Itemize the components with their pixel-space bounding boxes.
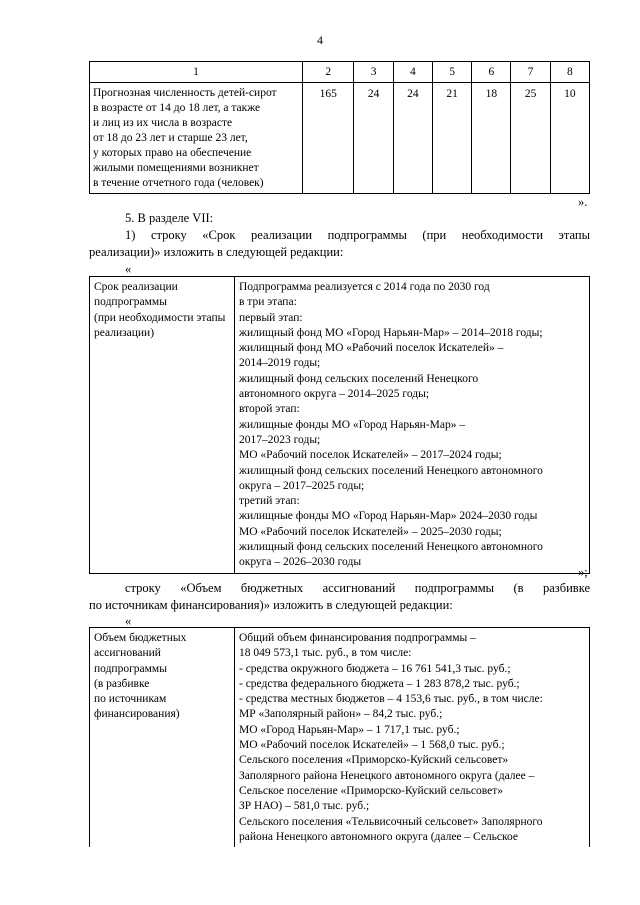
- table-row: [90, 277, 590, 574]
- label-line: жилыми помещениями возникнет: [93, 162, 259, 174]
- content-line: района Ненецкого автономного округа (далее – Сельское: [239, 830, 519, 843]
- label-line: в течение отчетного года (человек): [93, 177, 264, 189]
- content-line: 2017–2023 годы;: [239, 433, 321, 446]
- content-line: МО «Рабочий поселок Искателей» – 2017–2024 годы;: [239, 449, 502, 462]
- closing-quote: ».: [578, 195, 588, 209]
- value-cell: 24: [354, 83, 393, 194]
- row-label: [90, 277, 235, 574]
- content-line: Подпрограмма реализуется с 2014 года по 2030 год: [239, 281, 490, 293]
- value-cell: 10: [550, 83, 589, 194]
- label-line: Объем бюджетных: [94, 632, 187, 644]
- value-cell: 165: [303, 83, 354, 194]
- content-line: Заполярного района Ненецкого автономного округа (далее –: [239, 769, 535, 782]
- label-line: и лиц из их числа в возрасте: [93, 117, 233, 129]
- row-label: [90, 628, 235, 848]
- content-line: округа – 2017–2025 годы;: [239, 479, 365, 492]
- forecast-table: [89, 61, 590, 194]
- label-line: Прогнозная численность детей-сирот: [93, 87, 277, 99]
- content-line: Общий объем финансирования подпрограммы –: [239, 632, 476, 644]
- label-line: по источникам: [94, 693, 167, 706]
- label-line: реализации): [94, 326, 155, 339]
- content-line: Сельского поселения «Приморско-Куйский сельсовет»: [239, 754, 509, 767]
- row-content: [235, 628, 590, 848]
- content-line: - средства местных бюджетов – 4 153,6 тыс. руб., в том числе:: [239, 693, 543, 706]
- label-line: от 18 до 23 лет и старше 23 лет,: [93, 132, 248, 144]
- content-line: жилищный фонд сельских поселений Ненецкого автономного: [239, 464, 543, 477]
- content-line: ЗР НАО) – 581,0 тыс. руб.;: [239, 800, 370, 813]
- term-table: [89, 276, 590, 574]
- content-line: МО «Рабочий поселок Искателей» – 2025–2030 годы;: [239, 525, 502, 538]
- content-line: 18 049 573,1 тыс. руб., в том числе:: [239, 647, 412, 660]
- paragraph-line: реализации)» изложить в следующей редакции:: [89, 245, 344, 259]
- content-line: - средства федерального бюджета – 1 283 878,2 тыс. руб.;: [239, 677, 520, 690]
- content-line: в три этапа:: [239, 296, 297, 309]
- section-heading: 5. В разделе VII:: [125, 211, 214, 225]
- label-line: (в разбивке: [94, 677, 150, 690]
- content-line: жилищный фонд сельских поселений Ненецкого: [239, 372, 479, 385]
- content-line: МР «Заполярный район» – 84,2 тыс. руб.;: [239, 708, 443, 721]
- label-line: в возрасте от 14 до 18 лет, а также: [93, 102, 261, 114]
- row-label: [90, 83, 303, 194]
- value-cell: 24: [393, 83, 432, 194]
- content-line: жилищный фонд сельских поселений Ненецкого автономного: [239, 541, 543, 554]
- label-line: подпрограммы: [94, 662, 167, 675]
- content-line: Сельского поселения «Тельвисочный сельсовет» Заполярного: [239, 815, 543, 828]
- content-line: автономного округа – 2014–2025 годы;: [239, 388, 430, 401]
- content-line: жилищный фонд МО «Рабочий поселок Искателей» –: [239, 342, 504, 355]
- content-line: округа – 2026–2030 годы: [239, 556, 362, 569]
- content-line: жилищный фонд МО «Город Нарьян-Мар» – 2014–2018 годы;: [239, 326, 543, 339]
- content-line: второй этап:: [239, 403, 300, 416]
- page-number: 4: [317, 33, 323, 47]
- content-line: третий этап:: [239, 495, 300, 508]
- closing-quote: »;: [578, 565, 588, 579]
- content-line: - средства окружного бюджета – 16 761 541,3 тыс. руб.;: [239, 662, 511, 675]
- content-line: жилищные фонды МО «Город Нарьян-Мар» 2024–2030 годы: [239, 510, 538, 523]
- budget-table: [89, 627, 590, 847]
- paragraph-line: 1) строку «Срок реализации подпрограммы (при необходимости этапы: [125, 228, 590, 242]
- content-line: Сельское поселение «Приморско-Куйский сельсовет»: [239, 784, 503, 797]
- value-cell: 25: [511, 83, 550, 194]
- header-cell: 2: [303, 62, 354, 83]
- content-line: МО «Рабочий поселок Искателей» – 1 568,0 тыс. руб.;: [239, 739, 505, 752]
- opening-quote: «: [125, 262, 132, 276]
- label-line: у которых право на обеспечение: [93, 147, 252, 159]
- content-line: первый этап:: [239, 311, 303, 324]
- header-cell: 3: [354, 62, 393, 83]
- label-line: подпрограммы: [94, 296, 167, 309]
- header-cell: 7: [511, 62, 550, 83]
- table-row: [90, 83, 590, 194]
- content-line: 2014–2019 годы;: [239, 357, 321, 370]
- header-cell: 6: [472, 62, 511, 83]
- value-cell: 21: [432, 83, 471, 194]
- header-cell: 5: [432, 62, 471, 83]
- label-line: ассигнований: [94, 647, 161, 660]
- header-cell: 1: [90, 62, 303, 83]
- header-cell: 8: [550, 62, 589, 83]
- paragraph-line: строку «Объем бюджетных ассигнований подпрограммы (в разбивке: [125, 581, 590, 595]
- table-header-row: [90, 62, 590, 83]
- opening-quote: «: [125, 614, 132, 628]
- paragraph-line: по источникам финансирования)» изложить в следующей редакции:: [89, 598, 453, 612]
- table-row: [90, 628, 590, 848]
- header-cell: 4: [393, 62, 432, 83]
- content-line: МО «Город Нарьян-Мар» – 1 717,1 тыс. руб.;: [239, 723, 460, 736]
- value-cell: 18: [472, 83, 511, 194]
- row-content: [235, 277, 590, 574]
- label-line: финансирования): [94, 708, 180, 721]
- content-line: жилищные фонды МО «Город Нарьян-Мар» –: [239, 418, 466, 431]
- label-line: (при необходимости этапы: [94, 311, 226, 324]
- label-line: Срок реализации: [94, 281, 178, 293]
